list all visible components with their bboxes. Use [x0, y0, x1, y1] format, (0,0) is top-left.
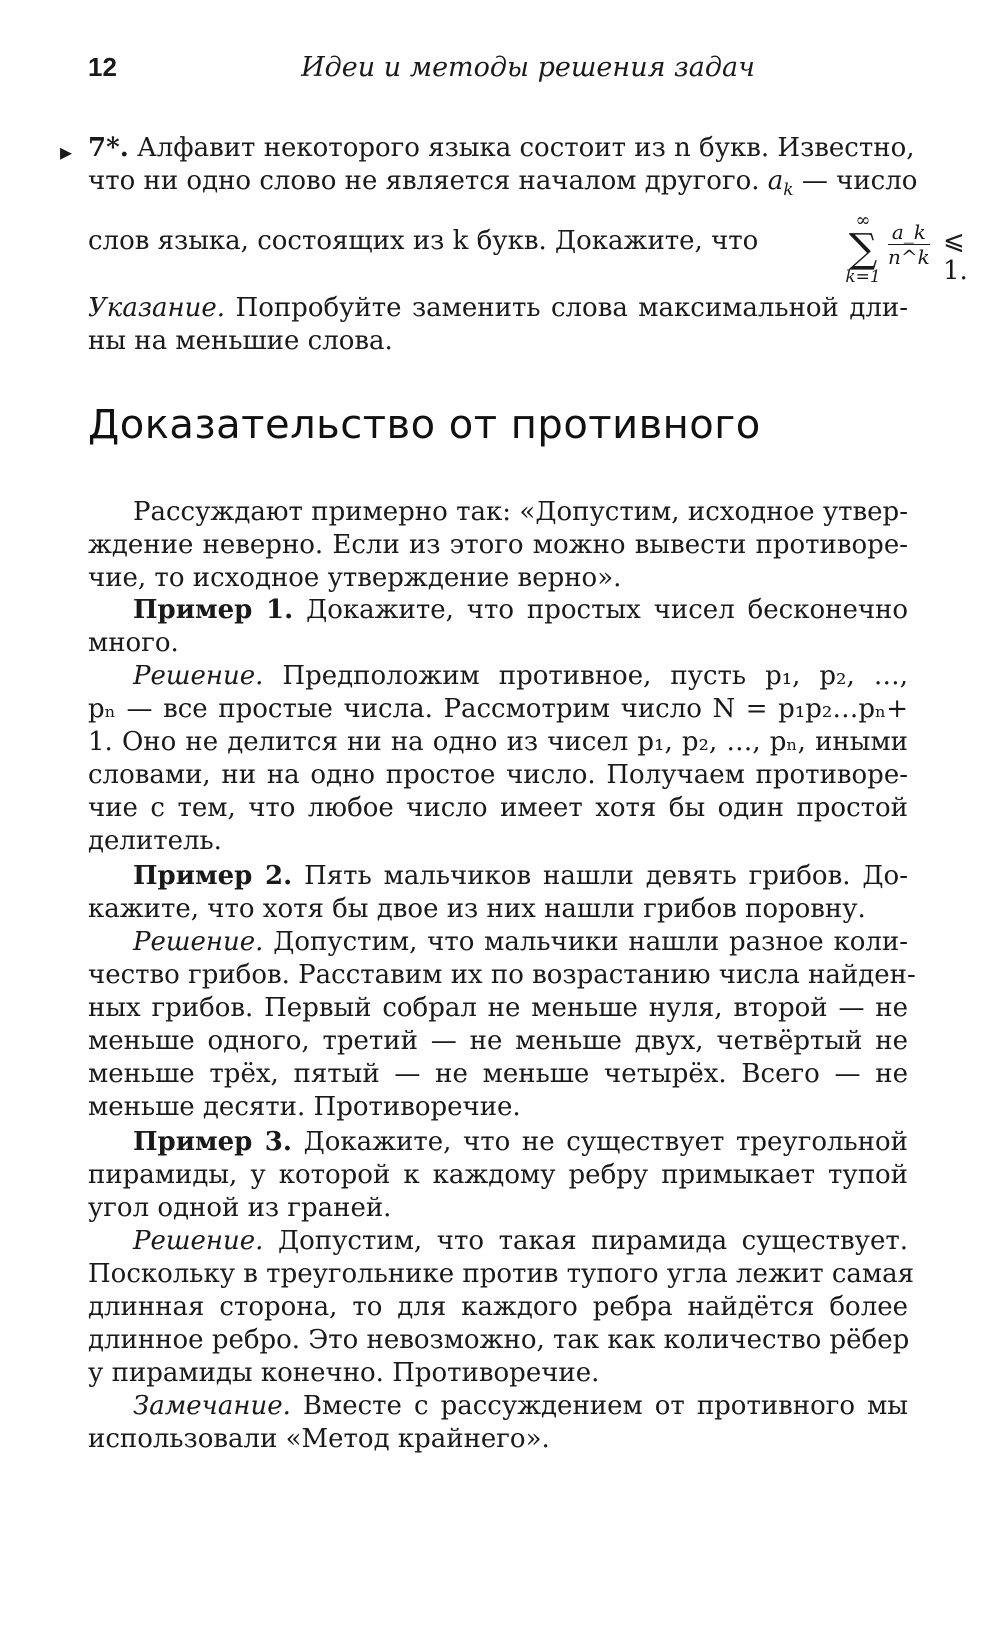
solution-3-line: Поскольку в треугольнике против тупого угла лежит самая: [88, 1259, 915, 1289]
solution-1-line: pₙ — все простые числа. Рассмотрим число N = p₁p₂…pₙ+: [88, 694, 908, 724]
example-3-line-2: пирамиды, у которой к каждому ребру примыкает тупой: [88, 1160, 908, 1190]
solution-1-label: Решение.: [133, 661, 264, 691]
solution-2-line: Допустим, что мальчики нашли разное коли-: [273, 927, 908, 957]
hint-line-2: ны на меньшие слова.: [88, 326, 393, 356]
solution-2-label: Решение.: [133, 927, 264, 957]
sum-operator: [845, 212, 881, 286]
solution-2-line: чество грибов. Расставим их по возрастанию числа найден-: [88, 960, 916, 990]
problem-label: 7*.: [88, 133, 129, 163]
example-3-line-3: угол одной из граней.: [88, 1193, 392, 1223]
solution-3-line: у пирамиды конечно. Противоречие.: [88, 1358, 600, 1388]
example-3: [88, 1126, 908, 1225]
remark: [88, 1390, 908, 1456]
example-2: [88, 860, 908, 926]
problem-line-1: Алфавит некоторого языка состоит из n букв. Известно,: [137, 133, 915, 163]
solution-3-label: Решение.: [133, 1226, 264, 1256]
remark-line-1: Вместе с рассуждением от противного мы: [302, 1391, 909, 1421]
fraction-numerator: a_k: [888, 220, 930, 245]
solution-3-line: длинное ребро. Это невозможно, так как количество рёбер: [88, 1325, 910, 1355]
example-1-line-2: много.: [88, 628, 179, 658]
section-intro: [88, 496, 908, 595]
hint-line-1: Попробуйте заменить слова максимальной дли-: [235, 293, 909, 323]
sum-fraction: [888, 220, 930, 269]
intro-line: ждение неверно. Если из этого можно вывести противоре-: [88, 530, 908, 560]
example-1-label: Пример 1.: [133, 595, 294, 625]
solution-3: [88, 1225, 915, 1390]
hint-label: Указание.: [88, 293, 226, 323]
running-title: Идеи и методы решения задач: [301, 52, 755, 83]
solution-2-line: меньше одного, третий — не меньше двух, четвёртый не: [88, 1026, 908, 1056]
example-1: [88, 594, 908, 660]
solution-1-line: 1. Оно не делится ни на одно из чисел p₁, p₂, …, pₙ, иными: [88, 727, 908, 757]
solution-2-line: меньше трёх, пятый — не меньше четырёх. Всего — не: [88, 1059, 908, 1089]
intro-line: Рассуждают примерно так: «Допустим, исходное утвер-: [133, 497, 908, 527]
example-1-line-1: Докажите, что простых чисел бесконечно: [306, 595, 908, 625]
running-header: [88, 52, 908, 92]
example-2-line-1: Пять мальчиков нашли девять грибов. До-: [304, 861, 908, 891]
solution-2: [88, 926, 916, 1124]
fraction-denominator: n^k: [888, 245, 930, 269]
problem-sum-line: [88, 210, 968, 292]
sum-relation: ⩽ 1.: [943, 226, 968, 286]
solution-1-line: Предположим противное, пусть p₁, p₂, …,: [282, 661, 908, 691]
example-3-label: Пример 3.: [133, 1127, 292, 1157]
sum-sigma-icon: ∑: [848, 226, 878, 272]
solution-2-line: ных грибов. Первый собрал не меньше нуля, второй — не: [88, 993, 908, 1023]
problem-line-2a: что ни одно слово не является началом другого.: [88, 166, 760, 196]
problem-hint: [88, 292, 908, 358]
problem-var-sub: k: [783, 180, 794, 201]
solution-3-line: Допустим, что такая пирамида существует.: [278, 1226, 909, 1256]
remark-label: Замечание.: [133, 1391, 291, 1421]
problem-7: [88, 132, 918, 201]
sum-upper-limit: ∞: [855, 210, 871, 231]
problem-var: a: [767, 166, 784, 196]
example-2-label: Пример 2.: [133, 861, 293, 891]
section-title: Доказательство от противного: [88, 402, 761, 448]
solution-1-line: делитель.: [88, 826, 222, 856]
problem-line-3: слов языка, состоящих из k букв. Докажите, что: [88, 226, 759, 256]
solution-1-line: словами, ни на одно простое число. Получаем противоре-: [88, 760, 908, 790]
sum-lower-limit: k=1: [845, 267, 881, 287]
problem-line-2b: — число: [801, 166, 918, 196]
page-number: 12: [88, 52, 117, 82]
solution-1: [88, 660, 908, 858]
remark-line-2: использовали «Метод крайнего».: [88, 1424, 550, 1454]
solution-1-line: чие с тем, что любое число имеет хотя бы один простой: [88, 793, 908, 823]
solution-3-line: длинная сторона, то для каждого ребра найдётся более: [88, 1292, 908, 1322]
solution-2-line: меньше десяти. Противоречие.: [88, 1092, 521, 1122]
example-3-line-1: Докажите, что не существует треугольной: [303, 1127, 908, 1157]
intro-line: чие, то исходное утверждение верно».: [88, 563, 622, 593]
problem-marker-icon: ▸: [60, 138, 73, 166]
example-2-line-2: кажите, что хотя бы двое из них нашли грибов поровну.: [88, 894, 866, 924]
